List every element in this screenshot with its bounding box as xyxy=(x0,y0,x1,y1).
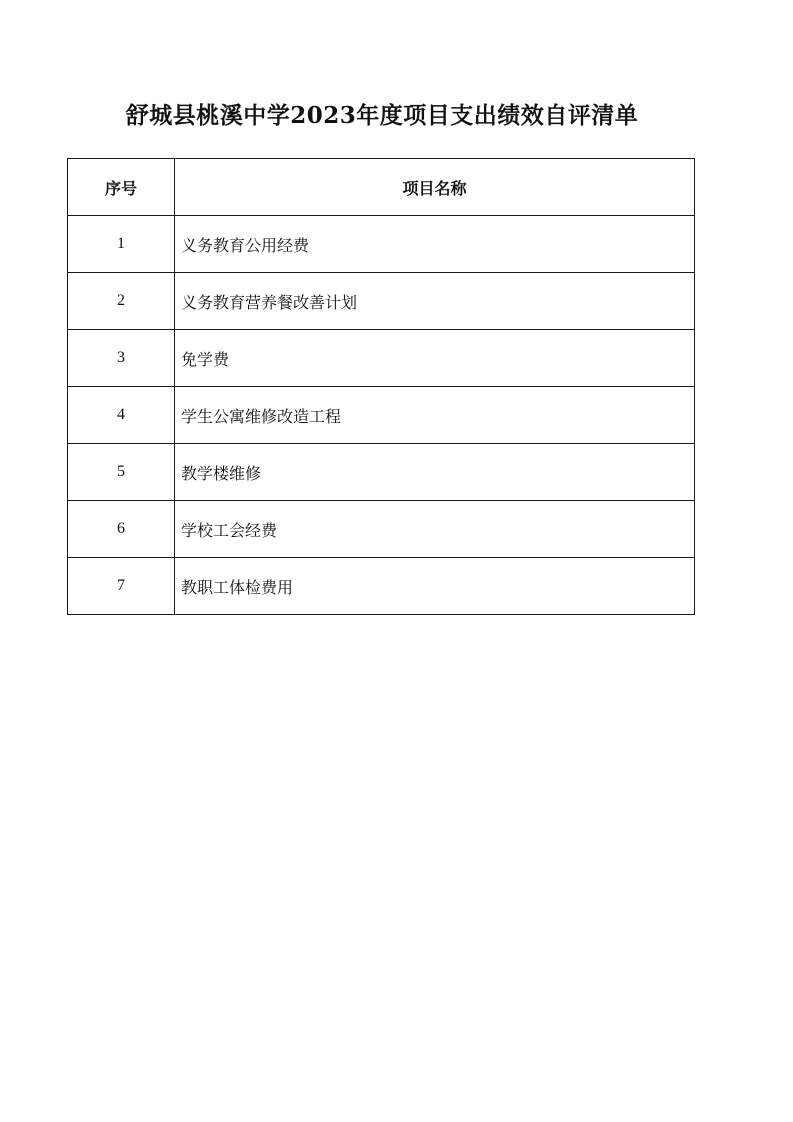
table-row xyxy=(68,444,695,501)
row-project-name: 免学费 xyxy=(175,330,695,387)
row-index: 6 xyxy=(68,501,175,558)
table-row xyxy=(68,273,695,330)
table-row xyxy=(68,330,695,387)
row-project-name: 教职工体检费用 xyxy=(175,558,695,615)
project-list-table xyxy=(67,158,695,615)
row-index: 4 xyxy=(68,387,175,444)
header-project-name: 项目名称 xyxy=(175,159,695,216)
row-project-name: 义务教育营养餐改善计划 xyxy=(175,273,695,330)
row-index: 2 xyxy=(68,273,175,330)
row-project-name: 学校工会经费 xyxy=(175,501,695,558)
row-index: 1 xyxy=(68,216,175,273)
table-row xyxy=(68,558,695,615)
row-project-name: 义务教育公用经费 xyxy=(175,216,695,273)
table-row xyxy=(68,216,695,273)
row-index: 7 xyxy=(68,558,175,615)
table-header-row xyxy=(68,159,695,216)
table-row xyxy=(68,501,695,558)
header-index: 序号 xyxy=(68,159,175,216)
row-project-name: 学生公寓维修改造工程 xyxy=(175,387,695,444)
row-index: 3 xyxy=(68,330,175,387)
row-project-name: 教学楼维修 xyxy=(175,444,695,501)
table-row xyxy=(68,387,695,444)
row-index: 5 xyxy=(68,444,175,501)
page-title: 舒城县桃溪中学2023年度项目支出绩效自评清单 xyxy=(125,102,639,129)
